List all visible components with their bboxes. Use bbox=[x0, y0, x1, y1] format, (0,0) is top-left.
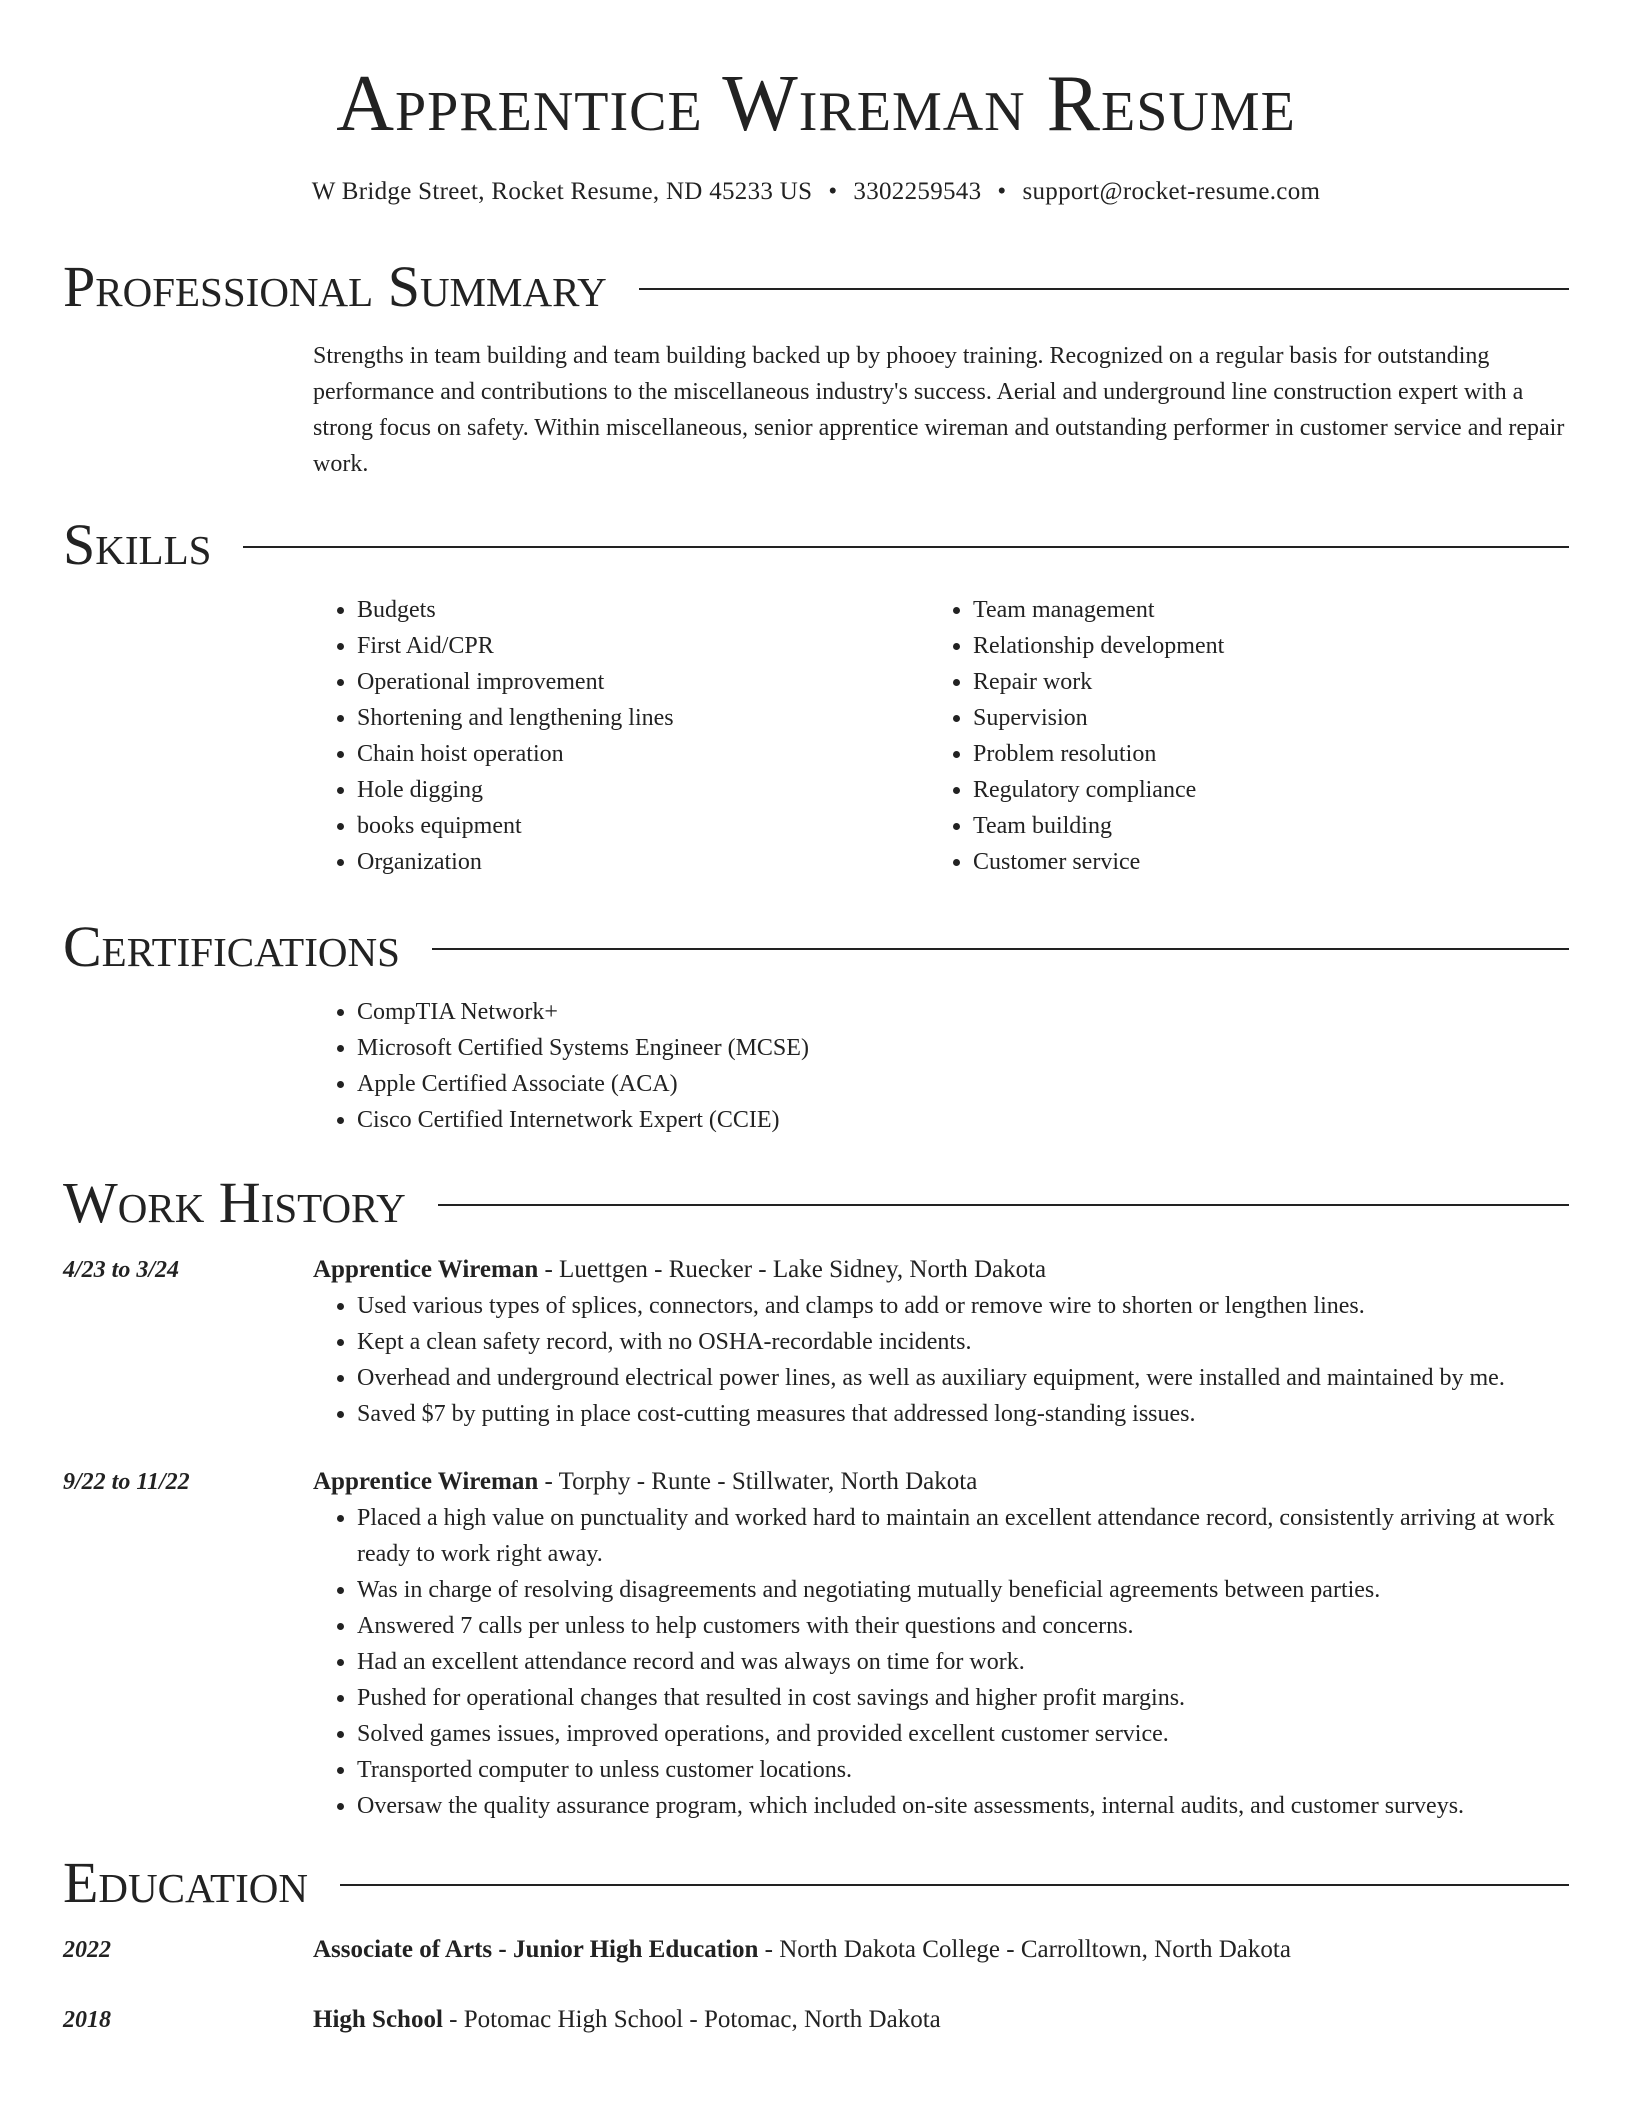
contact-line bbox=[0, 178, 1632, 206]
job-bullet: • Overhead and underground electrical power lines, as well as auxiliary equipment, were installed and maintained by me. bbox=[357, 1360, 1569, 1396]
skills-list-left bbox=[313, 592, 929, 880]
contact-separator: • bbox=[828, 178, 838, 205]
skills-title: Skills bbox=[63, 512, 212, 577]
job-details: - Luettgen - Ruecker - Lake Sidney, North Dakota bbox=[538, 1256, 1047, 1283]
job-bullets bbox=[313, 1500, 1569, 1824]
education-details: - Potomac High School - Potomac, North Dakota bbox=[442, 2006, 941, 2033]
certifications-header bbox=[63, 914, 1569, 979]
summary-section bbox=[63, 254, 1569, 482]
job-details: - Torphy - Runte - Stillwater, North Dakota bbox=[538, 1468, 978, 1495]
certification-item: • Cisco Certified Internetwork Expert (CCIE) bbox=[357, 1102, 1569, 1138]
job-bullet: • Solved games issues, improved operations, and provided excellent customer service. bbox=[357, 1716, 1569, 1752]
job-bullet: • Pushed for operational changes that resulted in cost savings and higher profit margins. bbox=[357, 1680, 1569, 1716]
job-bullet: • Oversaw the quality assurance program, which included on-site assessments, internal audits, and customer surveys. bbox=[357, 1788, 1569, 1824]
skill-item: • Relationship development bbox=[973, 628, 1545, 664]
resume-title: Apprentice Wireman Resume bbox=[336, 60, 1296, 148]
contact-separator: • bbox=[997, 178, 1007, 205]
job-bullet: • Answered 7 calls per unless to help customers with their questions and concerns. bbox=[357, 1608, 1569, 1644]
job-heading bbox=[313, 1464, 1569, 1500]
skills-section bbox=[63, 512, 1569, 880]
work-history-header bbox=[63, 1170, 1569, 1235]
job-role: Apprentice Wireman bbox=[313, 1256, 539, 1283]
section-divider bbox=[438, 1204, 1569, 1206]
education-header bbox=[63, 1850, 1569, 1915]
certification-item: • Microsoft Certified Systems Engineer (MCSE) bbox=[357, 1030, 1569, 1066]
job-dates: 9/22 to 11/22 bbox=[63, 1469, 190, 1495]
job-bullet: • Used various types of splices, connectors, and clamps to add or remove wire to shorten or lengthen lines. bbox=[357, 1288, 1569, 1324]
job-dates: 4/23 to 3/24 bbox=[63, 1257, 180, 1283]
skills-header bbox=[63, 512, 1569, 577]
skill-item: • Shortening and lengthening lines bbox=[357, 700, 929, 736]
skill-item: • Team building bbox=[973, 808, 1545, 844]
certifications-list bbox=[313, 994, 1569, 1138]
skill-item: • Customer service bbox=[973, 844, 1545, 880]
skill-item: • Organization bbox=[357, 844, 929, 880]
skills-grid bbox=[313, 592, 1569, 880]
skills-list-right bbox=[929, 592, 1545, 880]
job-bullet: • Was in charge of resolving disagreements and negotiating mutually beneficial agreements between parties. bbox=[357, 1572, 1569, 1608]
skill-item: • Repair work bbox=[973, 664, 1545, 700]
education-details: - North Dakota College - Carrolltown, North Dakota bbox=[758, 1936, 1291, 1963]
work-history-title: Work History bbox=[63, 1170, 406, 1235]
section-divider bbox=[432, 948, 1569, 950]
education-year: 2018 bbox=[63, 2007, 111, 2033]
job-heading bbox=[313, 1252, 1569, 1288]
education-heading bbox=[313, 2002, 1569, 2038]
section-divider bbox=[639, 288, 1569, 290]
job-bullet: • Kept a clean safety record, with no OSHA-recordable incidents. bbox=[357, 1324, 1569, 1360]
education-entry bbox=[63, 1932, 1569, 1968]
skill-item: • Team management bbox=[973, 592, 1545, 628]
skill-item: • Hole digging bbox=[357, 772, 929, 808]
education-entry bbox=[63, 2002, 1569, 2038]
skill-item: • books equipment bbox=[357, 808, 929, 844]
skill-item: • Regulatory compliance bbox=[973, 772, 1545, 808]
education-degree: High School bbox=[313, 2006, 443, 2033]
job-entry bbox=[63, 1252, 1569, 1432]
job-role: Apprentice Wireman bbox=[313, 1468, 539, 1495]
skill-item: • Problem resolution bbox=[973, 736, 1545, 772]
contact-phone: 3302259543 bbox=[853, 178, 982, 205]
skill-item: • Supervision bbox=[973, 700, 1545, 736]
education-degree: Associate of Arts - Junior High Education bbox=[313, 1936, 759, 1963]
section-divider bbox=[243, 546, 1569, 548]
education-section bbox=[63, 1850, 1569, 2038]
summary-header bbox=[63, 254, 1569, 319]
certification-item: • CompTIA Network+ bbox=[357, 994, 1569, 1030]
skill-item: • First Aid/CPR bbox=[357, 628, 929, 664]
work-history-section bbox=[63, 1170, 1569, 1824]
job-bullet: • Placed a high value on punctuality and worked hard to maintain an excellent attendance record, consistently arriving at work ready to work right away. bbox=[357, 1500, 1569, 1572]
section-divider bbox=[340, 1884, 1569, 1886]
contact-email[interactable]: support@rocket-resume.com bbox=[1022, 178, 1321, 205]
skill-item: • Chain hoist operation bbox=[357, 736, 929, 772]
skill-item: • Budgets bbox=[357, 592, 929, 628]
job-bullets bbox=[313, 1288, 1569, 1432]
skill-item: • Operational improvement bbox=[357, 664, 929, 700]
summary-title: Professional Summary bbox=[63, 254, 607, 319]
certifications-section bbox=[63, 914, 1569, 1138]
job-bullet: • Had an excellent attendance record and was always on time for work. bbox=[357, 1644, 1569, 1680]
contact-address: W Bridge Street, Rocket Resume, ND 45233 US bbox=[311, 178, 813, 205]
summary-text: Strengths in team building and team building backed up by phooey training. Recognized on a regular basis for outstanding performance and contributions to the miscellaneous industry's success. Aerial and underground line construction expert with a strong focus on safety. Within miscellaneous, senior apprentice wireman and outstanding performer in customer service and repair work. bbox=[313, 343, 1565, 477]
education-year: 2022 bbox=[63, 1937, 111, 1963]
certifications-title: Certifications bbox=[63, 914, 400, 979]
job-bullet: • Transported computer to unless customer locations. bbox=[357, 1752, 1569, 1788]
job-bullet: • Saved $7 by putting in place cost-cutting measures that addressed long-standing issues. bbox=[357, 1396, 1569, 1432]
certification-item: • Apple Certified Associate (ACA) bbox=[357, 1066, 1569, 1102]
education-heading bbox=[313, 1932, 1569, 1968]
education-title: Education bbox=[63, 1850, 308, 1915]
job-entry bbox=[63, 1464, 1569, 1824]
